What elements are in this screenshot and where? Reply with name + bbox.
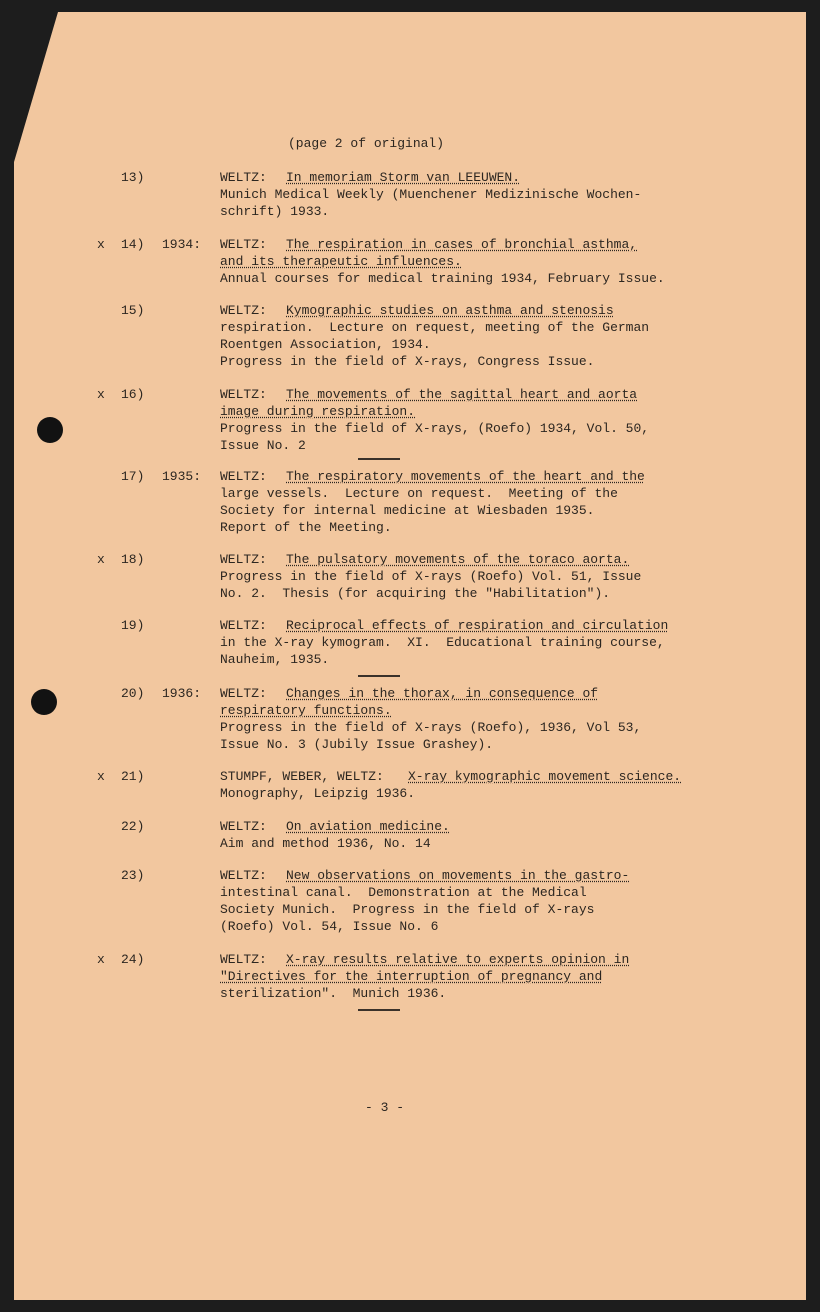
entry-line: Progress in the field of X-rays (Roefo) Vol. 51, Issue xyxy=(220,569,642,584)
entry-line: Issue No. 3 (Jubily Issue Grashey). xyxy=(220,737,494,752)
entry-author: WELTZ: xyxy=(220,618,267,633)
entry-line: Progress in the field of X-rays, Congress Issue. xyxy=(220,354,595,369)
entry-line: intestinal canal. Demonstration at the Medical xyxy=(220,885,587,900)
entry-mark: x xyxy=(97,952,105,967)
entry-year: 1934: xyxy=(162,237,202,252)
entry-number: 24) xyxy=(121,952,145,967)
entry-number: 15) xyxy=(121,303,145,318)
entry-line: Aim and method 1936, No. 14 xyxy=(220,836,431,851)
entry-mark: x xyxy=(97,552,105,567)
punch-hole-upper xyxy=(37,417,63,443)
entry-line: large vessels. Lecture on request. Meeting of the xyxy=(220,486,618,501)
entry-title: The movements of the sagittal heart and aorta xyxy=(286,387,638,402)
entry-line: schrift) 1933. xyxy=(220,204,330,219)
page-number: - 3 - xyxy=(365,1100,405,1115)
entry-author: WELTZ: xyxy=(220,303,267,318)
entry-line: image during respiration. xyxy=(220,404,416,419)
entry-number: 23) xyxy=(121,868,145,883)
entry-number: 17) xyxy=(121,469,145,484)
entry-line: (Roefo) Vol. 54, Issue No. 6 xyxy=(220,919,439,934)
entry-title: The pulsatory movements of the toraco aorta. xyxy=(286,552,630,567)
entry-author: WELTZ: xyxy=(220,469,267,484)
entry-line: respiration. Lecture on request, meeting of the German xyxy=(220,320,650,335)
entry-line: "Directives for the interruption of pregnancy and xyxy=(220,969,603,984)
entry-title: X-ray kymographic movement science. xyxy=(408,769,682,784)
entry-title: The respiratory movements of the heart and the xyxy=(286,469,645,484)
separator-rule xyxy=(358,675,400,677)
entry-line: sterilization". Munich 1936. xyxy=(220,986,447,1001)
entry-line: Annual courses for medical training 1934, February Issue. xyxy=(220,271,665,286)
entry-title: On aviation medicine. xyxy=(286,819,450,834)
entry-line: Progress in the field of X-rays (Roefo), 1936, Vol 53, xyxy=(220,720,642,735)
entry-author: WELTZ: xyxy=(220,686,267,701)
entry-line: respiratory functions. xyxy=(220,703,392,718)
entry-author: WELTZ: xyxy=(220,387,267,402)
entry-number: 21) xyxy=(121,769,145,784)
entry-number: 20) xyxy=(121,686,145,701)
entry-author: STUMPF, WEBER, WELTZ: xyxy=(220,769,384,784)
entry-title: Changes in the thorax, in consequence of xyxy=(286,686,599,701)
entry-number: 13) xyxy=(121,170,145,185)
entry-number: 14) xyxy=(121,237,145,252)
entry-line: Nauheim, 1935. xyxy=(220,652,330,667)
entry-number: 19) xyxy=(121,618,145,633)
entry-line: Society Munich. Progress in the field of X-rays xyxy=(220,902,595,917)
entry-title: Kymographic studies on asthma and stenosis xyxy=(286,303,614,318)
entry-title: X-ray results relative to experts opinion in xyxy=(286,952,630,967)
entry-title: Reciprocal effects of respiration and circulation xyxy=(286,618,669,633)
entry-number: 22) xyxy=(121,819,145,834)
entry-line: Munich Medical Weekly (Muenchener Medizinische Wochen- xyxy=(220,187,642,202)
entry-author: WELTZ: xyxy=(220,819,267,834)
entry-author: WELTZ: xyxy=(220,170,267,185)
entry-mark: x xyxy=(97,237,105,252)
punch-hole-lower xyxy=(31,689,57,715)
entry-line: and its therapeutic influences. xyxy=(220,254,462,269)
page-header: (page 2 of original) xyxy=(288,136,445,151)
separator-rule xyxy=(358,1009,400,1011)
entry-year: 1936: xyxy=(162,686,202,701)
entry-line: Roentgen Association, 1934. xyxy=(220,337,431,352)
entry-number: 16) xyxy=(121,387,145,402)
entry-line: in the X-ray kymogram. XI. Educational training course, xyxy=(220,635,665,650)
entry-mark: x xyxy=(97,387,105,402)
entry-line: Report of the Meeting. xyxy=(220,520,392,535)
separator-rule xyxy=(358,458,400,460)
document-page xyxy=(14,12,806,1300)
entry-author: WELTZ: xyxy=(220,952,267,967)
entry-author: WELTZ: xyxy=(220,868,267,883)
entry-line: Society for internal medicine at Wiesbaden 1935. xyxy=(220,503,595,518)
entry-title: New observations on movements in the gastro- xyxy=(286,868,630,883)
entry-line: Progress in the field of X-rays, (Roefo) 1934, Vol. 50, xyxy=(220,421,650,436)
entry-line: Issue No. 2 xyxy=(220,438,306,453)
entry-line: Monography, Leipzig 1936. xyxy=(220,786,416,801)
entry-line: No. 2. Thesis (for acquiring the "Habilitation"). xyxy=(220,586,611,601)
entry-title: In memoriam Storm van LEEUWEN. xyxy=(286,170,521,185)
entry-mark: x xyxy=(97,769,105,784)
entry-title: The respiration in cases of bronchial asthma, xyxy=(286,237,638,252)
entry-year: 1935: xyxy=(162,469,202,484)
entry-number: 18) xyxy=(121,552,145,567)
entry-author: WELTZ: xyxy=(220,237,267,252)
entry-author: WELTZ: xyxy=(220,552,267,567)
